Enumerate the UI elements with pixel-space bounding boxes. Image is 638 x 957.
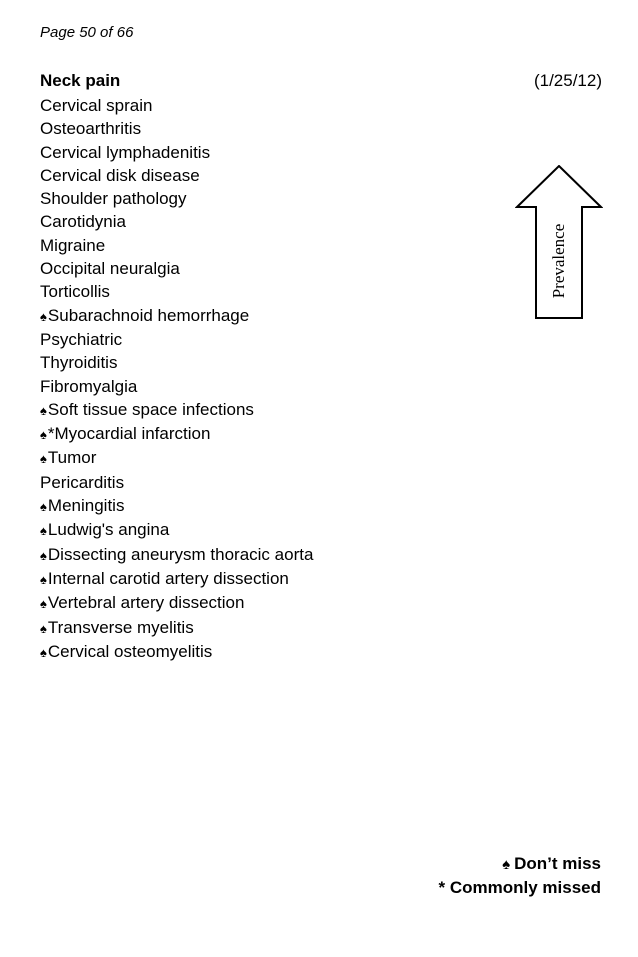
list-item-label: Torticollis xyxy=(40,282,110,302)
list-item xyxy=(40,518,313,542)
spade-icon: ♠ xyxy=(40,596,47,612)
list-item-label: Carotidynia xyxy=(40,212,126,232)
list-item xyxy=(40,257,313,280)
list-item xyxy=(40,494,313,518)
list-item xyxy=(40,117,313,140)
list-item xyxy=(40,616,313,640)
list-item xyxy=(40,640,313,664)
list-item-label: *Myocardial infarction xyxy=(47,424,211,444)
list-item-label: Tumor xyxy=(47,448,97,468)
spade-icon: ♠ xyxy=(40,644,47,660)
list-item-label: Shoulder pathology xyxy=(40,189,187,209)
list-item-label: Pericarditis xyxy=(40,472,125,492)
list-item-label: Dissecting aneurysm thoracic aorta xyxy=(47,544,314,564)
list-item-label: Psychiatric xyxy=(40,329,123,349)
list-item-label: Internal carotid artery dissection xyxy=(47,568,289,588)
list-item-label: Cervical sprain xyxy=(40,96,153,115)
list-item-label: Vertebral artery dissection xyxy=(47,593,245,613)
prevalence-label: Prevalence xyxy=(549,223,568,299)
list-item-label: Soft tissue space infections xyxy=(47,399,254,419)
list-item xyxy=(40,304,313,328)
list-item-label: Cervical lymphadenitis xyxy=(40,142,211,162)
spade-icon: ♠ xyxy=(40,523,47,539)
list-item-label: Transverse myelitis xyxy=(47,617,194,637)
list-item xyxy=(40,543,313,567)
spade-icon: ♠ xyxy=(40,451,47,467)
section-date: (1/25/12) xyxy=(533,71,602,90)
list-item-label: Cervical disk disease xyxy=(40,165,200,185)
prevalence-arrow xyxy=(515,165,603,320)
section-title: Neck pain xyxy=(40,71,121,90)
list-item-label: Meningitis xyxy=(47,496,125,516)
list-item xyxy=(40,471,313,494)
spade-icon: ♠ xyxy=(40,402,47,418)
list-item xyxy=(40,328,313,351)
list-item xyxy=(40,351,313,374)
spade-icon: ♠ xyxy=(40,571,47,587)
list-item xyxy=(40,375,313,398)
legend-dont-miss-label: Don’t miss xyxy=(514,854,601,873)
legend-dont-miss xyxy=(439,852,602,876)
spade-icon: ♠ xyxy=(40,547,47,563)
list-item-label: Fibromyalgia xyxy=(40,376,138,396)
diagnosis-list xyxy=(40,94,313,664)
legend xyxy=(439,852,602,899)
list-item xyxy=(40,187,313,210)
list-item xyxy=(40,567,313,591)
list-item-label: Ludwig's angina xyxy=(47,520,170,540)
list-item-label: Occipital neuralgia xyxy=(40,259,180,279)
spade-icon: ♠ xyxy=(40,427,47,443)
page-number: Page 50 of 66 xyxy=(40,24,134,41)
list-item-label: Cervical osteomyelitis xyxy=(47,641,213,661)
list-item xyxy=(40,164,313,187)
spade-icon: ♠ xyxy=(40,499,47,515)
list-item xyxy=(40,280,313,303)
list-item xyxy=(40,141,313,164)
spade-icon: ♠ xyxy=(40,308,47,324)
spade-icon: ♠ xyxy=(40,620,47,636)
list-item xyxy=(40,591,313,615)
list-item xyxy=(40,422,313,446)
list-item-label: Migraine xyxy=(40,235,106,255)
list-item-label: Osteoarthritis xyxy=(40,119,142,139)
list-item xyxy=(40,446,313,470)
legend-commonly-missed: * Commonly missed xyxy=(438,878,601,897)
list-item-label: Subarachnoid hemorrhage xyxy=(47,305,250,325)
list-item xyxy=(40,398,313,422)
list-item xyxy=(40,234,313,257)
list-item xyxy=(40,94,313,117)
spade-icon: ♠ xyxy=(502,856,511,873)
list-item xyxy=(40,210,313,233)
list-item-label: Thyroiditis xyxy=(40,353,118,373)
